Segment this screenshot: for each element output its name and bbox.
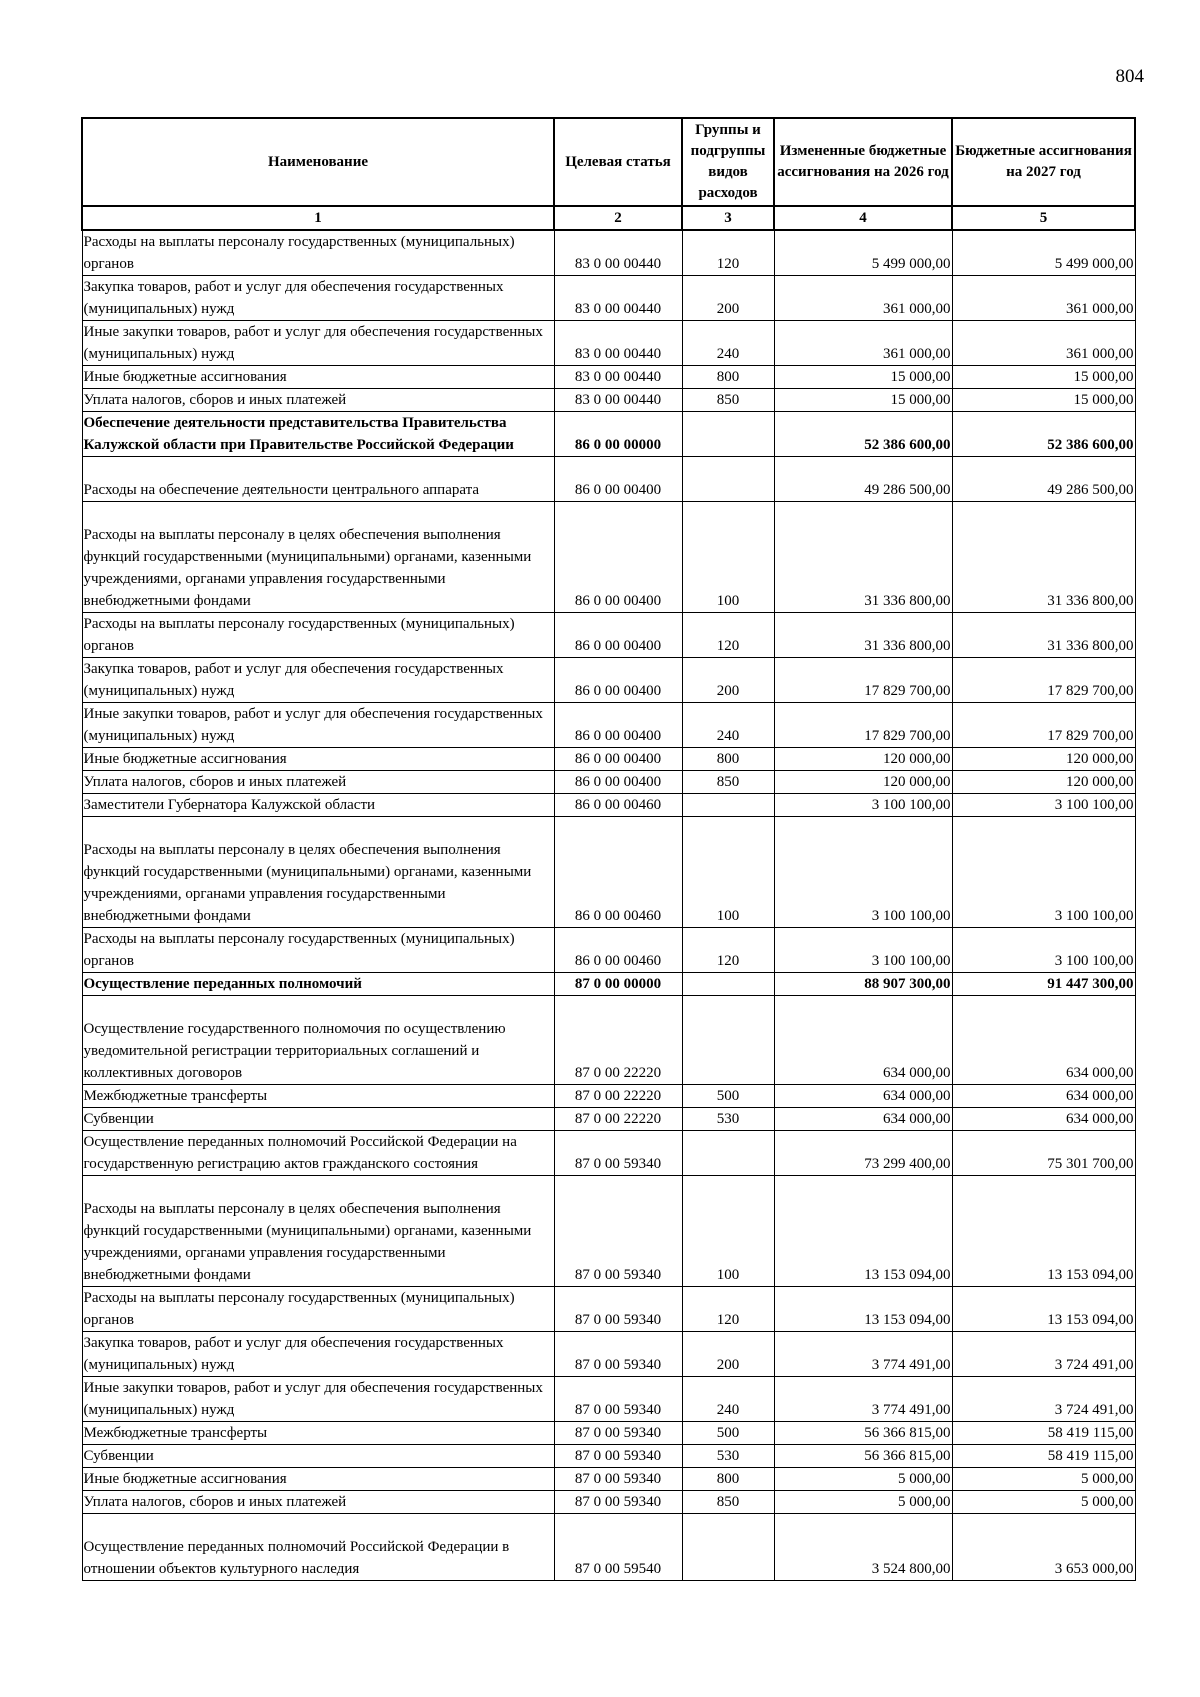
row-name: Иные закупки товаров, работ и услуг для обеспечения государственных (муниципальных) нужд: [82, 1377, 554, 1422]
row-amount-2027: 31 336 800,00: [952, 502, 1135, 613]
row-target-article: 86 0 00 00400: [554, 658, 682, 703]
table-row: [82, 1422, 1135, 1445]
row-name: Иные бюджетные ассигнования: [82, 748, 554, 771]
row-target-article: 87 0 00 59340: [554, 1287, 682, 1332]
row-amount-2027: 3 100 100,00: [952, 928, 1135, 973]
column-number: 3: [682, 206, 774, 230]
table-row: [82, 928, 1135, 973]
row-target-article: 87 0 00 59340: [554, 1445, 682, 1468]
table-row: [82, 321, 1135, 366]
column-number: 5: [952, 206, 1135, 230]
row-expense-group: 120: [682, 928, 774, 973]
row-amount-2027: 49 286 500,00: [952, 457, 1135, 502]
row-name: Иные бюджетные ассигнования: [82, 366, 554, 389]
row-expense-group: [682, 457, 774, 502]
table-row: [82, 1377, 1135, 1422]
row-expense-group: 100: [682, 1176, 774, 1287]
table-row: [82, 230, 1135, 276]
row-amount-2026: 17 829 700,00: [774, 658, 952, 703]
row-amount-2026: 361 000,00: [774, 321, 952, 366]
row-expense-group: 850: [682, 389, 774, 412]
row-name: Закупка товаров, работ и услуг для обеспечения государственных (муниципальных) нужд: [82, 658, 554, 703]
row-target-article: 87 0 00 59340: [554, 1176, 682, 1287]
row-amount-2026: 3 774 491,00: [774, 1332, 952, 1377]
row-name: Уплата налогов, сборов и иных платежей: [82, 771, 554, 794]
row-target-article: 86 0 00 00400: [554, 748, 682, 771]
row-amount-2027: 91 447 300,00: [952, 973, 1135, 996]
row-target-article: 86 0 00 00000: [554, 412, 682, 457]
row-name: Расходы на выплаты персоналу в целях обеспечения выполнения функций государственными (муниципальными) органами, казенными учреждениями, органами управления государственными внебюджетными фондами: [82, 817, 554, 928]
row-expense-group: 120: [682, 1287, 774, 1332]
row-amount-2026: 17 829 700,00: [774, 703, 952, 748]
row-expense-group: 240: [682, 321, 774, 366]
table-row: [82, 1332, 1135, 1377]
row-amount-2027: 13 153 094,00: [952, 1287, 1135, 1332]
table-row: [82, 1085, 1135, 1108]
row-name: Расходы на выплаты персоналу в целях обеспечения выполнения функций государственными (муниципальными) органами, казенными учреждениями, органами управления государственными внебюджетными фондами: [82, 1176, 554, 1287]
table-row: [82, 748, 1135, 771]
table-row: [82, 703, 1135, 748]
row-amount-2027: 52 386 600,00: [952, 412, 1135, 457]
row-expense-group: 120: [682, 613, 774, 658]
table-row: [82, 771, 1135, 794]
row-amount-2026: 120 000,00: [774, 771, 952, 794]
row-amount-2027: 3 653 000,00: [952, 1514, 1135, 1581]
row-name: Межбюджетные трансферты: [82, 1085, 554, 1108]
table-row: [82, 658, 1135, 703]
row-amount-2027: 75 301 700,00: [952, 1131, 1135, 1176]
row-amount-2026: 3 100 100,00: [774, 794, 952, 817]
row-amount-2026: 3 100 100,00: [774, 817, 952, 928]
table-body: [82, 230, 1135, 1581]
row-target-article: 87 0 00 59340: [554, 1422, 682, 1445]
row-expense-group: 200: [682, 658, 774, 703]
row-amount-2026: 15 000,00: [774, 366, 952, 389]
table-row: [82, 1176, 1135, 1287]
row-amount-2027: 634 000,00: [952, 1085, 1135, 1108]
row-target-article: 87 0 00 22220: [554, 1108, 682, 1131]
row-name: Расходы на выплаты персоналу государственных (муниципальных) органов: [82, 613, 554, 658]
row-name: Межбюджетные трансферты: [82, 1422, 554, 1445]
row-target-article: 87 0 00 59340: [554, 1491, 682, 1514]
table-row: [82, 276, 1135, 321]
column-number: 1: [82, 206, 554, 230]
row-name: Иные закупки товаров, работ и услуг для обеспечения государственных (муниципальных) нужд: [82, 703, 554, 748]
row-amount-2026: 5 000,00: [774, 1491, 952, 1514]
row-expense-group: 850: [682, 771, 774, 794]
row-target-article: 87 0 00 59340: [554, 1332, 682, 1377]
header-target-article: Целевая статья: [554, 118, 682, 206]
row-amount-2026: 5 499 000,00: [774, 230, 952, 276]
row-amount-2026: 634 000,00: [774, 1085, 952, 1108]
row-amount-2027: 361 000,00: [952, 276, 1135, 321]
row-expense-group: [682, 996, 774, 1085]
row-name: Субвенции: [82, 1108, 554, 1131]
row-amount-2027: 15 000,00: [952, 389, 1135, 412]
row-expense-group: 500: [682, 1085, 774, 1108]
row-target-article: 87 0 00 59340: [554, 1468, 682, 1491]
row-target-article: 86 0 00 00400: [554, 502, 682, 613]
row-amount-2026: 15 000,00: [774, 389, 952, 412]
table-row: [82, 1131, 1135, 1176]
row-name: Уплата налогов, сборов и иных платежей: [82, 389, 554, 412]
row-amount-2026: 3 524 800,00: [774, 1514, 952, 1581]
row-target-article: 86 0 00 00400: [554, 457, 682, 502]
row-name: Осуществление переданных полномочий: [82, 973, 554, 996]
header-name: Наименование: [82, 118, 554, 206]
header-changed-2026: Измененные бюджетные ассигнования на 2026 год: [774, 118, 952, 206]
row-amount-2027: 5 000,00: [952, 1468, 1135, 1491]
row-expense-group: 100: [682, 502, 774, 613]
row-target-article: 86 0 00 00460: [554, 794, 682, 817]
row-expense-group: [682, 412, 774, 457]
row-target-article: 87 0 00 22220: [554, 996, 682, 1085]
row-amount-2027: 15 000,00: [952, 366, 1135, 389]
row-expense-group: 200: [682, 1332, 774, 1377]
row-target-article: 87 0 00 22220: [554, 1085, 682, 1108]
row-amount-2027: 5 000,00: [952, 1491, 1135, 1514]
row-target-article: 83 0 00 00440: [554, 276, 682, 321]
row-name: Обеспечение деятельности представительства Правительства Калужской области при Правительстве Российской Федерации: [82, 412, 554, 457]
row-amount-2027: 58 419 115,00: [952, 1445, 1135, 1468]
row-name: Заместители Губернатора Калужской области: [82, 794, 554, 817]
row-name: Уплата налогов, сборов и иных платежей: [82, 1491, 554, 1514]
table-row: [82, 1287, 1135, 1332]
header-budget-2027: Бюджетные ассигнования на 2027 год: [952, 118, 1135, 206]
row-amount-2026: 120 000,00: [774, 748, 952, 771]
table-row: [82, 457, 1135, 502]
row-amount-2027: 58 419 115,00: [952, 1422, 1135, 1445]
row-amount-2026: 73 299 400,00: [774, 1131, 952, 1176]
row-name: Иные закупки товаров, работ и услуг для обеспечения государственных (муниципальных) нужд: [82, 321, 554, 366]
table-row: [82, 389, 1135, 412]
row-name: Закупка товаров, работ и услуг для обеспечения государственных (муниципальных) нужд: [82, 276, 554, 321]
row-amount-2026: 56 366 815,00: [774, 1445, 952, 1468]
row-amount-2026: 49 286 500,00: [774, 457, 952, 502]
row-name: Осуществление переданных полномочий Российской Федерации на государственную регистрацию актов гражданского состояния: [82, 1131, 554, 1176]
table-row: [82, 973, 1135, 996]
row-amount-2027: 5 499 000,00: [952, 230, 1135, 276]
row-expense-group: 120: [682, 230, 774, 276]
row-amount-2027: 17 829 700,00: [952, 658, 1135, 703]
row-target-article: 86 0 00 00400: [554, 613, 682, 658]
row-target-article: 87 0 00 59340: [554, 1377, 682, 1422]
row-amount-2026: 31 336 800,00: [774, 613, 952, 658]
table-row: [82, 794, 1135, 817]
row-amount-2026: 361 000,00: [774, 276, 952, 321]
header-expense-groups: Группы и подгруппы видов расходов: [682, 118, 774, 206]
row-expense-group: 240: [682, 1377, 774, 1422]
row-amount-2026: 88 907 300,00: [774, 973, 952, 996]
row-target-article: 83 0 00 00440: [554, 366, 682, 389]
row-name: Иные бюджетные ассигнования: [82, 1468, 554, 1491]
table-row: [82, 996, 1135, 1085]
row-amount-2027: 3 100 100,00: [952, 794, 1135, 817]
row-amount-2027: 361 000,00: [952, 321, 1135, 366]
table-row: [82, 1468, 1135, 1491]
row-expense-group: 530: [682, 1108, 774, 1131]
row-name: Осуществление переданных полномочий Российской Федерации в отношении объектов культурного наследия: [82, 1514, 554, 1581]
row-expense-group: 850: [682, 1491, 774, 1514]
row-amount-2026: 31 336 800,00: [774, 502, 952, 613]
row-name: Расходы на выплаты персоналу государственных (муниципальных) органов: [82, 1287, 554, 1332]
row-amount-2027: 31 336 800,00: [952, 613, 1135, 658]
row-name: Осуществление государственного полномочия по осуществлению уведомительной регистрации территориальных соглашений и коллективных договоров: [82, 996, 554, 1085]
row-amount-2027: 3 100 100,00: [952, 817, 1135, 928]
row-expense-group: [682, 973, 774, 996]
column-number: 4: [774, 206, 952, 230]
row-target-article: 86 0 00 00400: [554, 703, 682, 748]
row-expense-group: 800: [682, 748, 774, 771]
row-name: Субвенции: [82, 1445, 554, 1468]
table-row: [82, 1108, 1135, 1131]
row-expense-group: 530: [682, 1445, 774, 1468]
row-amount-2026: 13 153 094,00: [774, 1176, 952, 1287]
row-expense-group: 500: [682, 1422, 774, 1445]
table-row: [82, 1491, 1135, 1514]
table-row: [82, 366, 1135, 389]
row-target-article: 87 0 00 59540: [554, 1514, 682, 1581]
row-target-article: 83 0 00 00440: [554, 230, 682, 276]
table-row: [82, 502, 1135, 613]
row-name: Расходы на выплаты персоналу государственных (муниципальных) органов: [82, 230, 554, 276]
row-amount-2027: 13 153 094,00: [952, 1176, 1135, 1287]
page-number: 804: [1115, 66, 1144, 87]
row-target-article: 87 0 00 00000: [554, 973, 682, 996]
row-target-article: 83 0 00 00440: [554, 321, 682, 366]
table-row: [82, 412, 1135, 457]
row-amount-2026: 56 366 815,00: [774, 1422, 952, 1445]
row-name: Закупка товаров, работ и услуг для обеспечения государственных (муниципальных) нужд: [82, 1332, 554, 1377]
row-amount-2026: 634 000,00: [774, 1108, 952, 1131]
row-amount-2026: 52 386 600,00: [774, 412, 952, 457]
row-amount-2026: 5 000,00: [774, 1468, 952, 1491]
row-amount-2027: 17 829 700,00: [952, 703, 1135, 748]
row-name: Расходы на выплаты персоналу государственных (муниципальных) органов: [82, 928, 554, 973]
table-row: [82, 1445, 1135, 1468]
row-expense-group: [682, 1514, 774, 1581]
budget-table: [81, 117, 1136, 1581]
column-number: 2: [554, 206, 682, 230]
row-expense-group: 800: [682, 1468, 774, 1491]
row-expense-group: 240: [682, 703, 774, 748]
row-target-article: 83 0 00 00440: [554, 389, 682, 412]
row-target-article: 86 0 00 00400: [554, 771, 682, 794]
row-amount-2026: 634 000,00: [774, 996, 952, 1085]
row-amount-2027: 120 000,00: [952, 771, 1135, 794]
row-expense-group: [682, 1131, 774, 1176]
row-amount-2027: 3 724 491,00: [952, 1332, 1135, 1377]
row-amount-2026: 3 100 100,00: [774, 928, 952, 973]
row-target-article: 86 0 00 00460: [554, 817, 682, 928]
table-row: [82, 1514, 1135, 1581]
row-name: Расходы на обеспечение деятельности центрального аппарата: [82, 457, 554, 502]
row-expense-group: 800: [682, 366, 774, 389]
row-amount-2026: 13 153 094,00: [774, 1287, 952, 1332]
row-target-article: 87 0 00 59340: [554, 1131, 682, 1176]
row-amount-2027: 120 000,00: [952, 748, 1135, 771]
row-name: Расходы на выплаты персоналу в целях обеспечения выполнения функций государственными (муниципальными) органами, казенными учреждениями, органами управления государственными внебюджетными фондами: [82, 502, 554, 613]
row-expense-group: 200: [682, 276, 774, 321]
row-expense-group: [682, 794, 774, 817]
row-target-article: 86 0 00 00460: [554, 928, 682, 973]
row-amount-2027: 634 000,00: [952, 1108, 1135, 1131]
row-amount-2027: 3 724 491,00: [952, 1377, 1135, 1422]
row-amount-2027: 634 000,00: [952, 996, 1135, 1085]
row-amount-2026: 3 774 491,00: [774, 1377, 952, 1422]
table-row: [82, 817, 1135, 928]
table-row: [82, 613, 1135, 658]
row-expense-group: 100: [682, 817, 774, 928]
